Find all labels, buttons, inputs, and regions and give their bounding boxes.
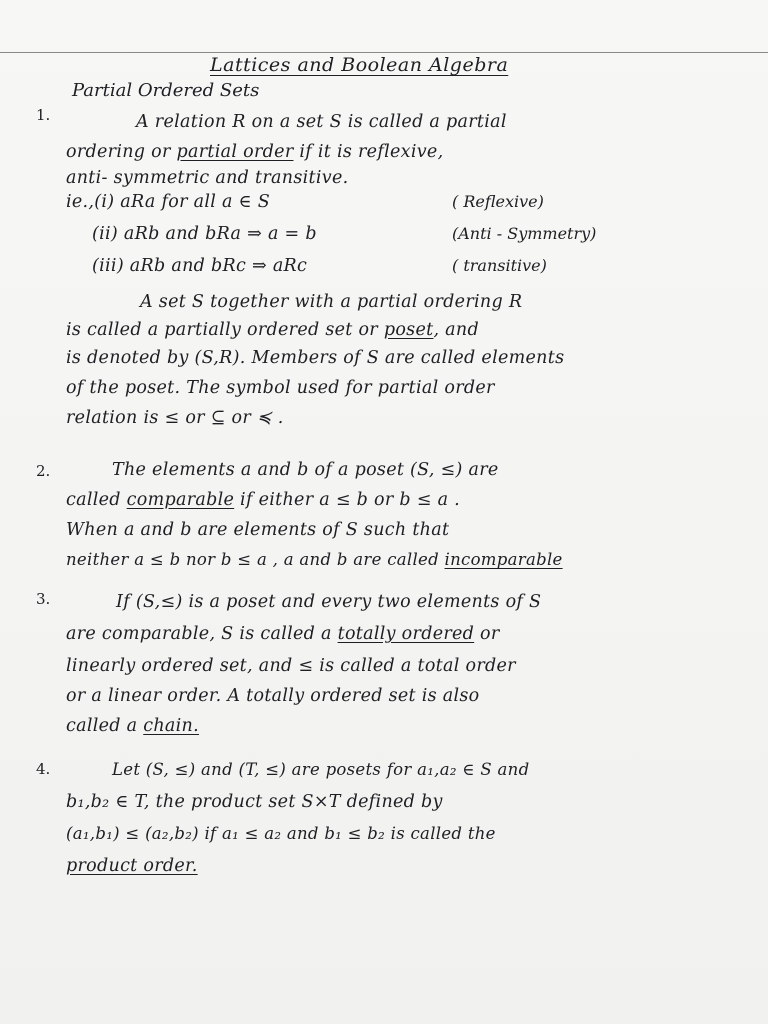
term-totally-ordered: totally ordered xyxy=(337,624,475,644)
term-comparable: comparable xyxy=(126,490,235,510)
s3-line-5: called a chain. xyxy=(66,716,199,736)
s1-line-5: (ii) aRb and bRa ⇒ a = b xyxy=(92,224,317,244)
s4-line-3: (a₁,b₁) ≤ (a₂,b₂) if a₁ ≤ a₂ and b₁ ≤ b₂ is called the xyxy=(66,824,496,843)
s2-line-1: The elements a and b of a poset (S, ≤) are xyxy=(112,460,499,480)
s1-note-antisymmetry: (Anti - Symmetry) xyxy=(452,224,597,243)
term-incomparable: incomparable xyxy=(444,550,563,569)
s1-para-line-1: A set S together with a partial ordering R xyxy=(140,292,523,312)
s3-line-3: linearly ordered set, and ≤ is called a total order xyxy=(66,656,516,676)
s1-note-reflexive: ( Reflexive) xyxy=(452,192,544,211)
s1-line-2: ordering or partial order if it is reflexive, xyxy=(66,142,444,162)
term-poset: poset xyxy=(383,320,434,340)
term-partial-order: partial order xyxy=(176,142,294,162)
s1-line-6: (iii) aRb and bRc ⇒ aRc xyxy=(92,256,308,276)
item-number-2: 2. xyxy=(36,462,51,480)
s1-line-1: A relation R on a set S is called a partial xyxy=(136,112,507,132)
s4-line-1: Let (S, ≤) and (T, ≤) are posets for a₁,a₂ ∈ S and xyxy=(112,760,530,779)
top-margin-line xyxy=(0,52,768,53)
s2-line-4: neither a ≤ b nor b ≤ a , a and b are called incomparable xyxy=(66,550,563,569)
item-number-3: 3. xyxy=(36,590,51,608)
s3-line-1: If (S,≤) is a poset and every two elements of S xyxy=(116,592,542,612)
page-title: Lattices and Boolean Algebra xyxy=(210,54,509,76)
s3-line-4: or a linear order. A totally ordered set is also xyxy=(66,686,480,706)
term-product-order: product order. xyxy=(66,856,198,876)
s3-line-2: are comparable, S is called a totally ordered or xyxy=(66,624,500,644)
term-chain: chain. xyxy=(143,716,199,736)
s1-line-3: anti- symmetric and transitive. xyxy=(66,168,349,188)
s1-line-4: ie.,(i) aRa for all a ∈ S xyxy=(66,192,271,212)
item-number-1: 1. xyxy=(36,106,51,124)
s1-para-line-5: relation is ≤ or ⊆ or ≼ . xyxy=(66,408,284,428)
s1-para-line-4: of the poset. The symbol used for partial order xyxy=(66,378,495,398)
s1-note-transitive: ( transitive) xyxy=(452,256,547,275)
section-heading: Partial Ordered Sets xyxy=(72,80,260,101)
item-number-4: 4. xyxy=(36,760,51,778)
s1-para-line-3: is denoted by (S,R). Members of S are called elements xyxy=(66,348,565,368)
s2-line-2: called comparable if either a ≤ b or b ≤ a . xyxy=(66,490,461,510)
s2-line-3: When a and b are elements of S such that xyxy=(66,520,450,540)
s1-para-line-2: is called a partially ordered set or poset, and xyxy=(66,320,479,340)
s4-line-2: b₁,b₂ ∈ T, the product set S×T defined by xyxy=(66,792,443,812)
